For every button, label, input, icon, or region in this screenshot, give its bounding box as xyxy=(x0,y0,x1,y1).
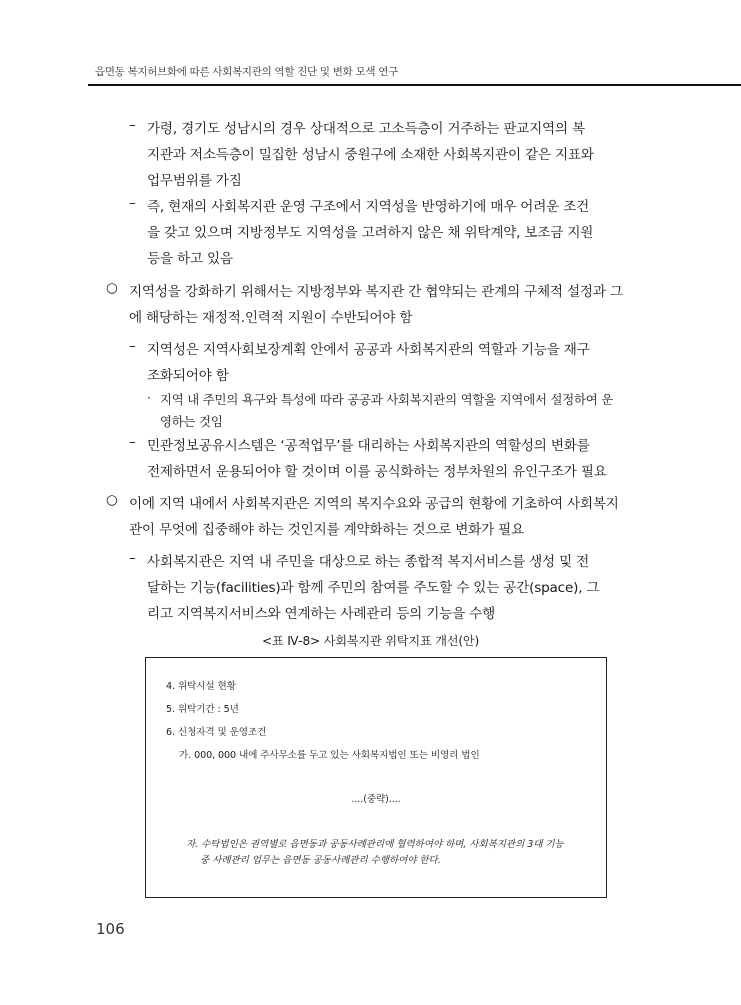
page-number: 106 xyxy=(96,920,125,938)
table-item: 중 사례관리 업무는 읍면동 공동사례관리 수행하여야 한다. xyxy=(200,855,441,866)
body-line: 민관정보공유시스템은 ‘공적업무’를 대리하는 사회복지관의 역할성의 변화를 xyxy=(147,438,590,454)
body-line: 등을 하고 있음 xyxy=(147,251,233,267)
body-line: 영하는 것임 xyxy=(160,414,223,429)
table-box xyxy=(145,657,607,898)
table-item: 4. 위탁시설 현황 xyxy=(166,681,236,692)
circle-bullet-icon: ○ xyxy=(106,492,118,508)
dash-marker: – xyxy=(129,550,136,566)
body-line: 가령, 경기도 성남시의 경우 상대적으로 고소득층이 거주하는 판교지역의 복 xyxy=(147,121,585,137)
body-line: 리고 지역복지서비스와 연계하는 사례관리 등의 기능을 수행 xyxy=(147,606,496,622)
table-ellipsis: ....(중략).... xyxy=(351,794,401,805)
running-header: 읍면동 복지허브화에 따른 사회복지관의 역할 진단 및 변화 모색 연구 xyxy=(95,66,398,78)
body-line: 관이 무엇에 집중해야 하는 것인지를 계약화하는 것으로 변화가 필요 xyxy=(129,522,525,538)
body-line: 전제하면서 운용되어야 할 것이며 이를 공식화하는 정부차원의 유인구조가 필요 xyxy=(147,464,607,480)
body-line: 업무범위를 가짐 xyxy=(147,173,242,189)
dash-marker: – xyxy=(129,434,136,450)
table-item: 5. 위탁기간 : 5년 xyxy=(166,704,239,715)
table-item: 가. 000, 000 내에 주사무소를 두고 있는 사회복지법인 또는 비영리 법인 xyxy=(179,750,480,761)
body-line: 지역성은 지역사회보장계획 안에서 공공과 사회복지관의 역할과 기능을 재구 xyxy=(147,342,590,358)
body-line: 을 갖고 있으며 지방정부도 지역성을 고려하지 않은 채 위탁계약, 보조금 지원 xyxy=(147,225,594,241)
body-line: 지관과 저소득층이 밀집한 성남시 중원구에 소재한 사회복지관이 같은 지표와 xyxy=(147,147,594,163)
body-line: 달하는 기능(facilities)과 함께 주민의 참여를 주도할 수 있는 공간(space), 그 xyxy=(147,580,600,596)
dash-marker: – xyxy=(129,195,136,211)
circle-bullet-icon: ○ xyxy=(106,280,118,296)
dash-marker: – xyxy=(129,117,136,133)
table-caption: <표 Ⅳ-8> 사회복지관 위탁지표 개선(안) xyxy=(261,634,480,648)
header-rule xyxy=(88,84,741,86)
body-line: 조화되어야 함 xyxy=(147,368,229,384)
body-line: 즉, 현재의 사회복지관 운영 구조에서 지역성을 반영하기에 매우 어려운 조건 xyxy=(147,199,590,215)
body-line: 사회복지관은 지역 내 주민을 대상으로 하는 종합적 복지서비스를 생성 및 전 xyxy=(147,554,590,570)
table-item: 6. 신청자격 및 운영조건 xyxy=(166,727,267,738)
body-line: 지역 내 주민의 욕구와 특성에 따라 공공과 사회복지관의 역할을 지역에서 설정하여 운 xyxy=(160,392,614,407)
body-line: 이에 지역 내에서 사회복지관은 지역의 복지수요와 공급의 현황에 기초하여 사회복지 xyxy=(129,496,619,512)
dash-marker: – xyxy=(129,338,136,354)
table-item: 자. 수탁법인은 권역별로 읍면동과 공동사례관리에 협력하여야 하며, 사회복지관의 3대 기능 xyxy=(186,839,564,850)
dot-bullet-icon: · xyxy=(147,390,151,405)
body-line: 지역성을 강화하기 위해서는 지방정부와 복지관 간 협약되는 관계의 구체적 설정과 그 xyxy=(129,284,623,300)
body-line: 에 해당하는 재정적.인력적 지원이 수반되어야 함 xyxy=(129,310,413,326)
